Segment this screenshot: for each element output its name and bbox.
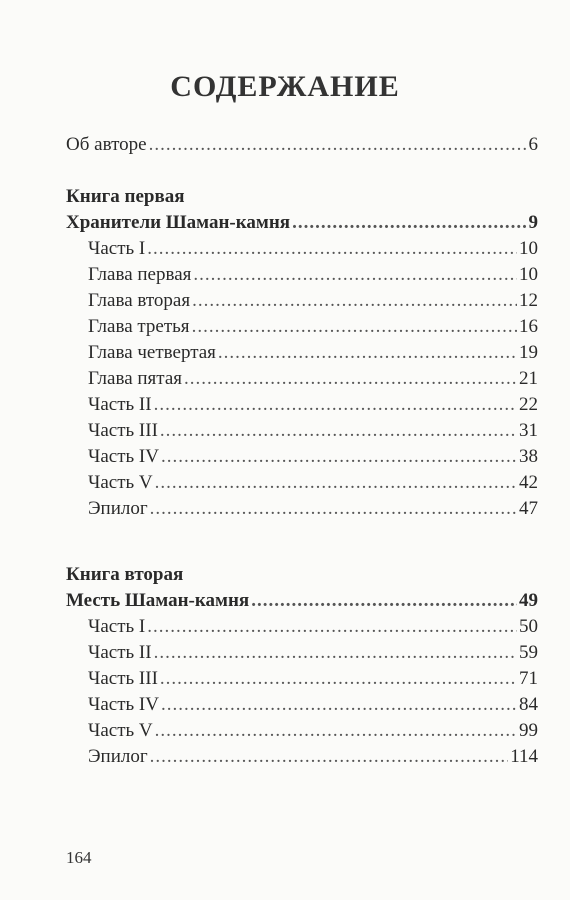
toc-entry-page: 114 — [510, 746, 538, 767]
dot-leader — [292, 210, 526, 236]
dot-leader — [160, 666, 517, 692]
dot-leader — [218, 340, 517, 366]
dot-leader — [155, 470, 517, 496]
toc-entry-label: Часть III — [88, 668, 158, 689]
dot-leader — [161, 444, 517, 470]
toc-entry-book-title — [66, 210, 538, 236]
toc-entry-page: 10 — [519, 238, 538, 259]
toc-entry-label: Часть III — [88, 420, 158, 441]
toc-entry-label: Эпилог — [88, 498, 148, 519]
toc-entry-label: Часть I — [88, 616, 146, 637]
toc-entry-page: 84 — [519, 694, 538, 715]
dot-leader — [147, 236, 517, 262]
toc-entry-label: Об авторе — [66, 134, 147, 155]
toc-entry-label: Глава первая — [88, 264, 192, 285]
toc-book-1 — [66, 184, 538, 522]
toc-entry — [66, 418, 538, 444]
toc-entry-page: 31 — [519, 420, 538, 441]
toc-entry-label: Часть IV — [88, 446, 159, 467]
toc-entry — [66, 262, 538, 288]
toc-entry — [66, 666, 538, 692]
toc-entry — [66, 744, 538, 770]
toc-entry-book-title — [66, 588, 538, 614]
dot-leader — [193, 262, 517, 288]
toc-entry-label: Глава третья — [88, 316, 190, 337]
toc-entry-list — [66, 236, 538, 522]
dot-leader — [251, 588, 517, 614]
toc-entry-page: 42 — [519, 472, 538, 493]
toc-entry-page: 16 — [519, 316, 538, 337]
toc-entry-page: 12 — [519, 290, 538, 311]
toc-entry — [66, 236, 538, 262]
toc-entry — [66, 288, 538, 314]
toc-entry-page: 21 — [519, 368, 538, 389]
toc-entry — [66, 496, 538, 522]
toc-entry-label: Глава четвертая — [88, 342, 216, 363]
dot-leader — [154, 640, 517, 666]
toc-entry — [66, 640, 538, 666]
toc-about — [66, 132, 538, 158]
toc-entry-about — [66, 132, 538, 158]
toc-entry — [66, 614, 538, 640]
toc-entry-label: Хранители Шаман-камня — [66, 212, 291, 233]
toc-entry-label: Часть V — [88, 720, 153, 741]
toc-entry-list — [66, 614, 538, 770]
page-title: СОДЕРЖАНИЕ — [170, 70, 400, 103]
dot-leader — [184, 366, 517, 392]
toc-entry-page: 22 — [519, 394, 538, 415]
book-heading: Книга вторая — [66, 564, 184, 585]
dot-leader — [147, 614, 517, 640]
page-number: 164 — [66, 848, 92, 867]
dot-leader — [154, 392, 517, 418]
dot-leader — [149, 132, 527, 158]
toc-entry-page: 71 — [519, 668, 538, 689]
toc-entry — [66, 314, 538, 340]
toc-entry-label: Глава пятая — [88, 368, 182, 389]
book-heading: Книга первая — [66, 186, 185, 207]
dot-leader — [192, 288, 517, 314]
toc-book-2 — [66, 562, 538, 770]
dot-leader — [155, 718, 517, 744]
toc-entry-page: 50 — [519, 616, 538, 637]
dot-leader — [161, 692, 517, 718]
toc-entry-page: 19 — [519, 342, 538, 363]
toc-entry-page: 49 — [519, 590, 538, 611]
toc-entry-page: 59 — [519, 642, 538, 663]
dot-leader — [192, 314, 517, 340]
toc-entry-label: Месть Шаман-камня — [66, 590, 250, 611]
toc-entry-label: Часть II — [88, 394, 152, 415]
toc-entry-label: Часть IV — [88, 694, 159, 715]
toc-entry-page: 9 — [528, 212, 538, 233]
dot-leader — [150, 744, 509, 770]
toc-entry — [66, 470, 538, 496]
toc-entry-label: Часть V — [88, 472, 153, 493]
toc-entry — [66, 340, 538, 366]
toc-entry — [66, 444, 538, 470]
toc-entry-page: 99 — [519, 720, 538, 741]
toc-entry-page: 10 — [519, 264, 538, 285]
toc-entry-page: 47 — [519, 498, 538, 519]
toc-entry-label: Глава вторая — [88, 290, 191, 311]
toc-entry-label: Эпилог — [88, 746, 148, 767]
toc-entry — [66, 392, 538, 418]
toc-entry — [66, 366, 538, 392]
toc-entry-page: 38 — [519, 446, 538, 467]
toc-entry-label: Часть II — [88, 642, 152, 663]
toc-entry-page: 6 — [528, 134, 538, 155]
dot-leader — [160, 418, 517, 444]
toc-entry-label: Часть I — [88, 238, 146, 259]
dot-leader — [150, 496, 517, 522]
toc-entry — [66, 692, 538, 718]
toc-entry — [66, 718, 538, 744]
